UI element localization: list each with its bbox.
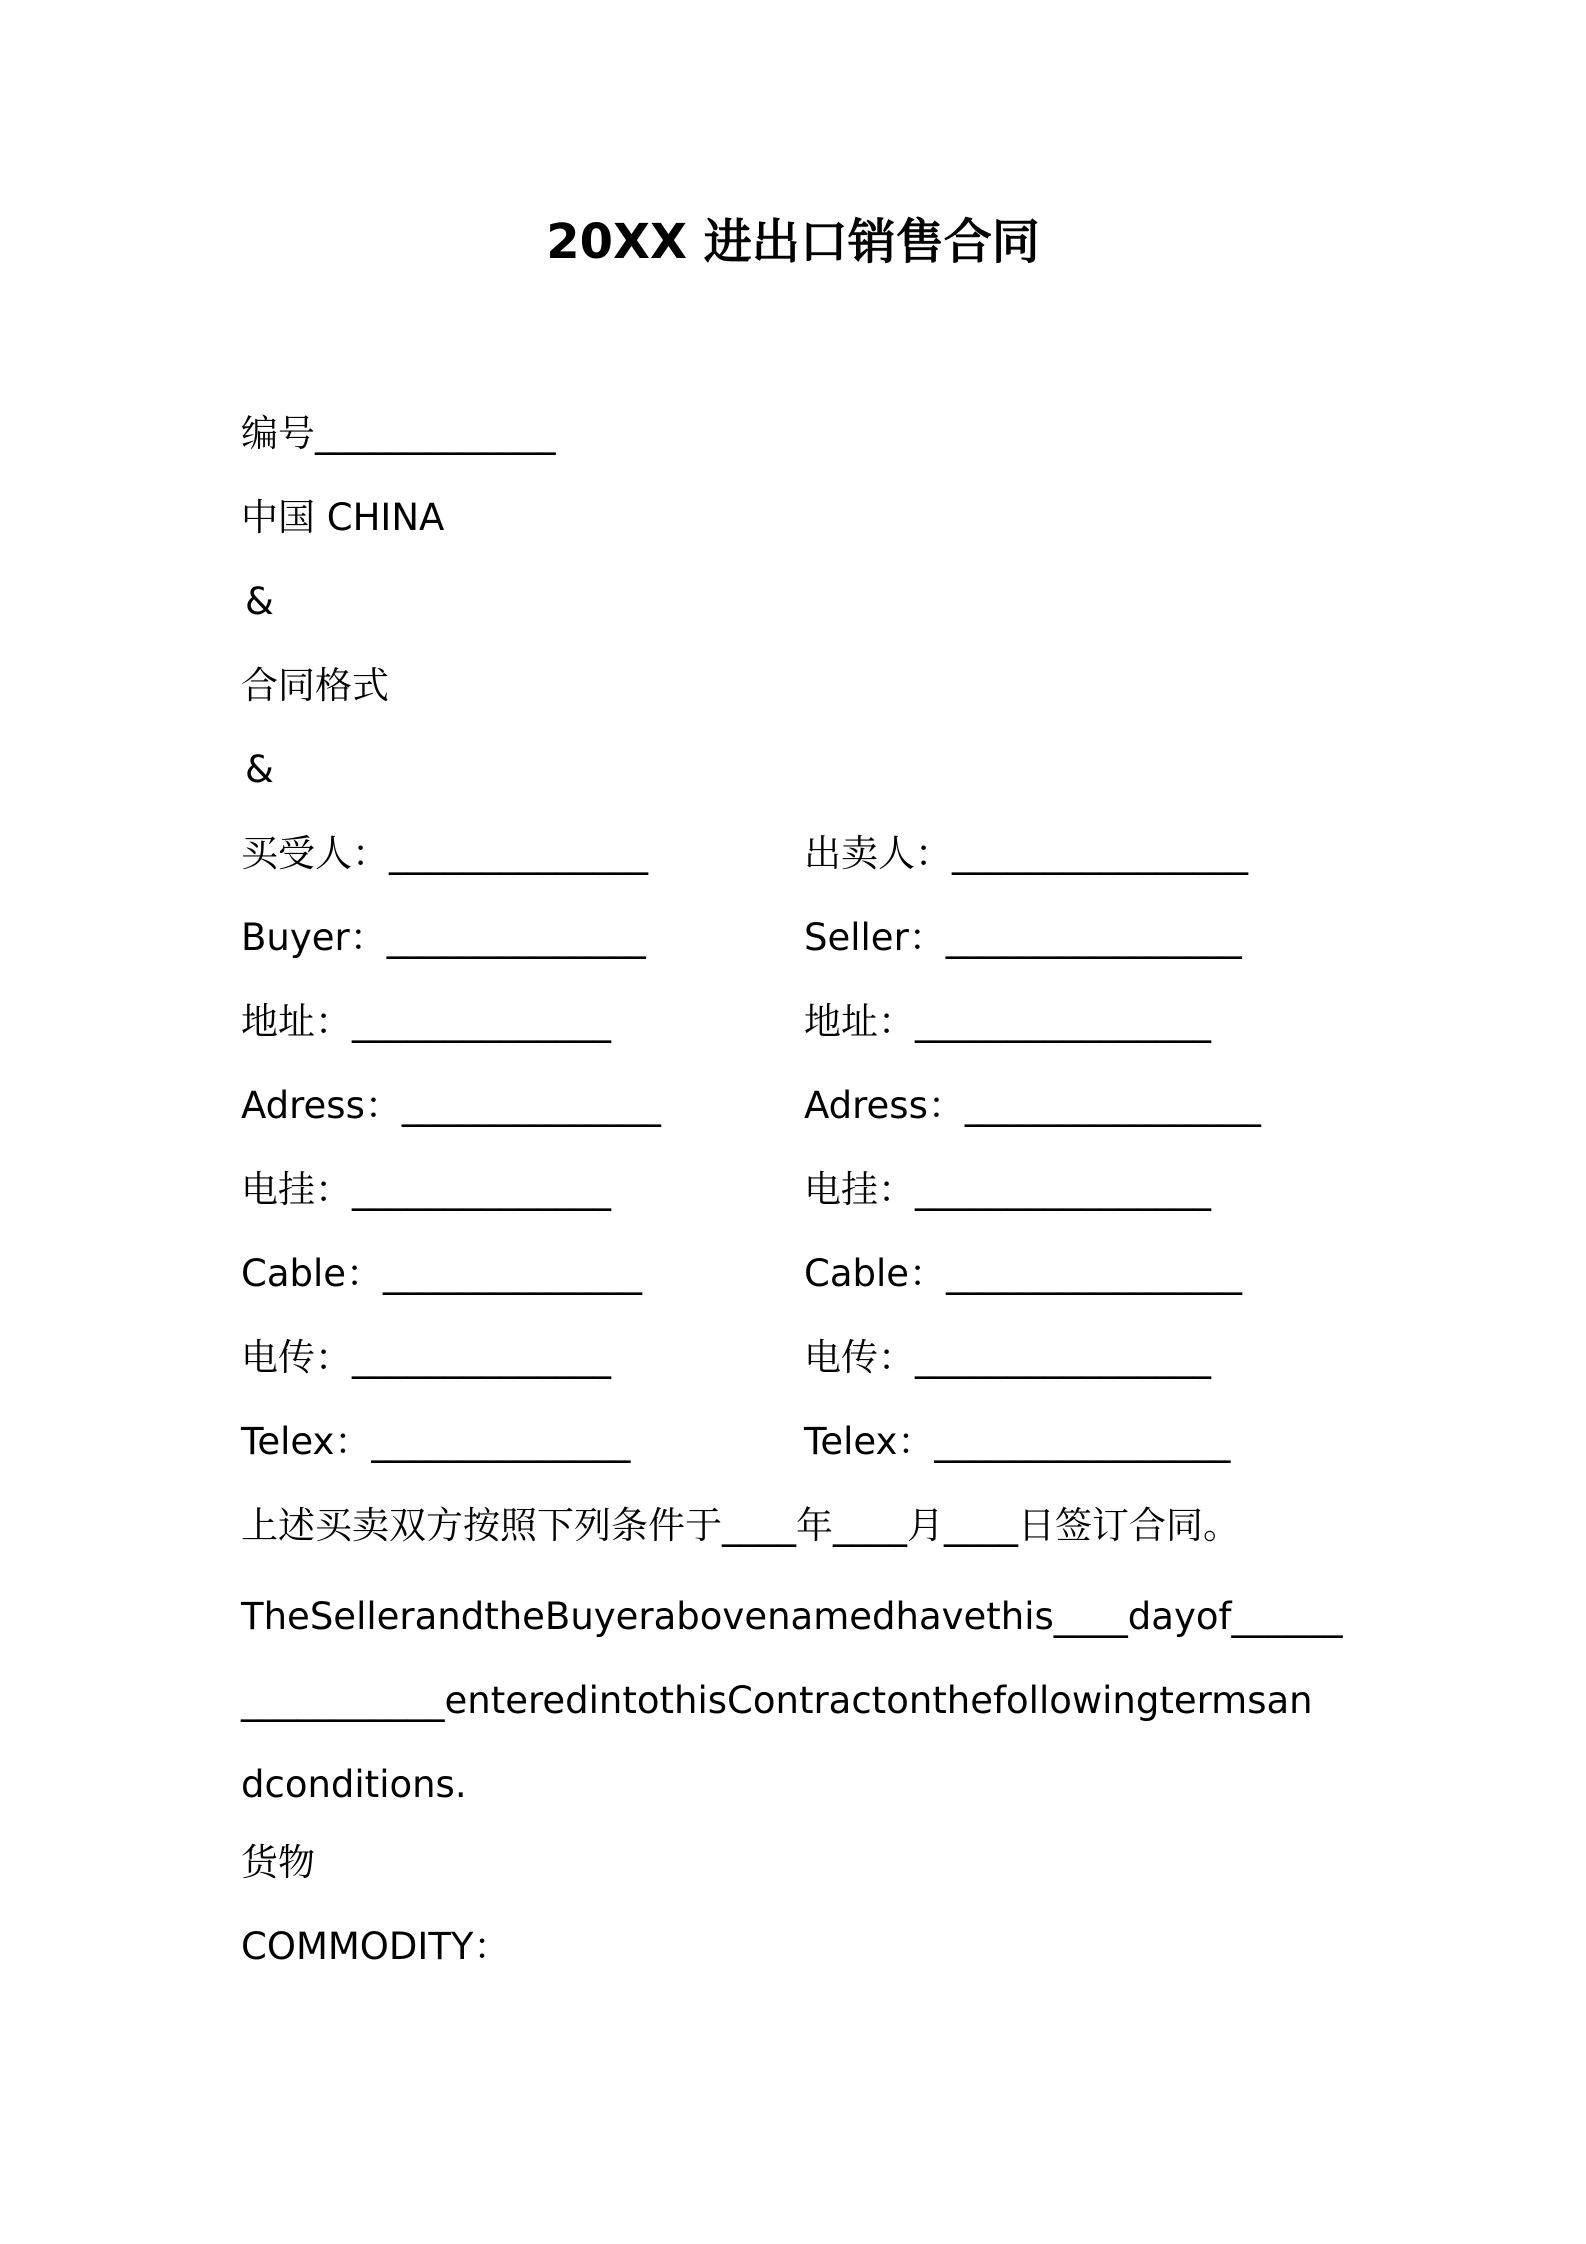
goods-cn-heading: 货物	[241, 1841, 315, 1884]
buyer-telex-en-field: Telex：______________	[241, 1420, 631, 1463]
buyer-telex-cn-field: 电传：______________	[241, 1336, 611, 1379]
buyer-cable-cn-field: 电挂：______________	[241, 1168, 611, 1211]
seller-cable-cn-field: 电挂：________________	[804, 1168, 1211, 1211]
seller-telex-cn-field: 电传：________________	[804, 1336, 1211, 1379]
party-china: 中国 CHINA	[241, 496, 445, 539]
commodity-en-heading: COMMODITY：	[241, 1925, 511, 1968]
ampersand-1: &	[245, 580, 274, 623]
agreement-en-line-3: dconditions.	[241, 1763, 467, 1806]
seller-telex-en-field: Telex：________________	[804, 1420, 1231, 1463]
seller-address-cn-field: 地址：________________	[804, 1000, 1211, 1043]
contract-format-label: 合同格式	[241, 664, 389, 707]
buyer-en-field: Buyer：______________	[241, 916, 646, 959]
seller-en-field: Seller：________________	[804, 916, 1242, 959]
contract-number-line: 编号_____________	[241, 412, 556, 455]
seller-cn-field: 出卖人：________________	[804, 832, 1248, 875]
buyer-cable-en-field: Cable：______________	[241, 1252, 643, 1295]
ampersand-2: &	[245, 748, 274, 791]
seller-cable-en-field: Cable：________________	[804, 1252, 1243, 1295]
seller-address-en-field: Adress：________________	[804, 1084, 1261, 1127]
agreement-en-line-1: TheSellerandtheBuyerabovenamedhavethis____dayof______	[241, 1595, 1343, 1638]
agreement-en-line-2: ___________enteredintothisContractonthefollowingtermsan	[241, 1679, 1313, 1722]
buyer-cn-field: 买受人：______________	[241, 832, 648, 875]
buyer-address-en-field: Adress：______________	[241, 1084, 661, 1127]
document-title: 20XX 进出口销售合同	[546, 214, 1040, 270]
agreement-cn-paragraph: 上述买卖双方按照下列条件于____年____月____日签订合同。	[241, 1504, 1240, 1547]
buyer-address-cn-field: 地址：______________	[241, 1000, 611, 1043]
